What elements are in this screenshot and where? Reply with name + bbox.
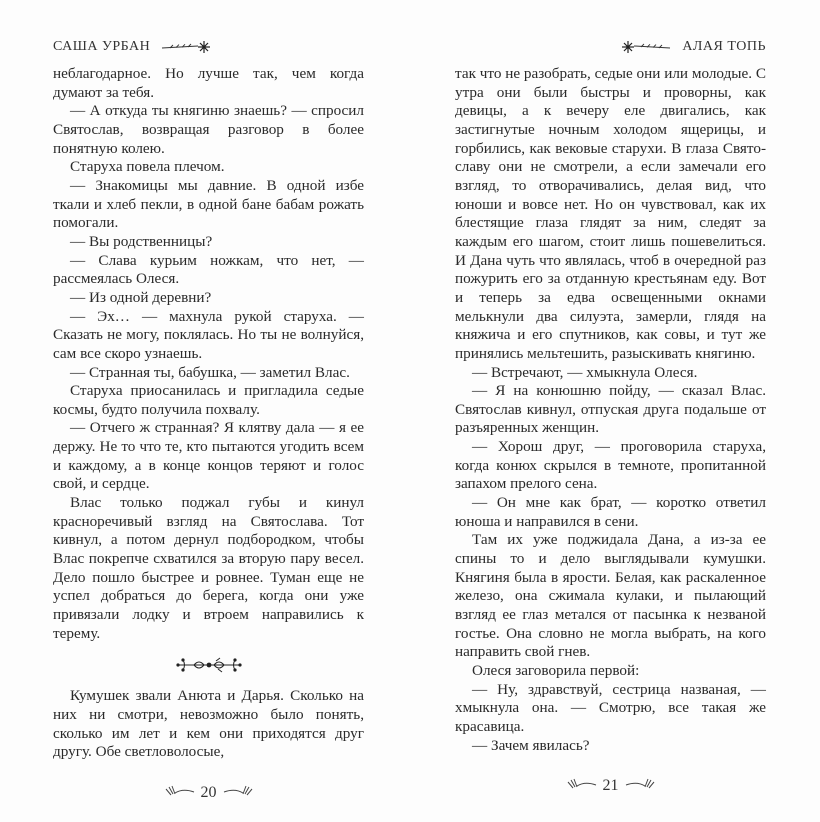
section-break-ornament — [53, 643, 364, 687]
running-head-title — [455, 38, 766, 56]
author-name: САША УРБАН — [53, 39, 151, 54]
paragraph: — Я на конюшню пойду, — сказал Влас. Святослав кивнул, отпуская друга подальше от разъяренных женщин. — [455, 382, 766, 437]
paragraph: Старуха повела плечом. — [70, 158, 225, 176]
right-page-body — [455, 65, 766, 755]
paragraph: — А откуда ты княгиню знаешь? — спросил Святослав, возвращая разговор в более понятную колею. — [53, 102, 364, 157]
sprig-ornament-icon — [160, 40, 212, 54]
paragraph: — Странная ты, бабушка, — заметил Влас. — [70, 363, 350, 381]
paragraph: — Эх… — махнула рукой старуха. — Сказать не могу, поклялась. Но ты не волнуйся, сам все скоро узнаешь. — [53, 307, 364, 362]
page-number-footer — [455, 777, 766, 795]
paragraph: — Отчего ж странная? Я клятву дала — я ее держу. Не то что те, кто пытаются угодить всем и каждому, а в конце концов теряют и голос свой, и сердце. — [53, 419, 364, 493]
book-title: АЛАЯ ТОПЬ — [682, 39, 766, 54]
leaf-ornament-right-icon — [625, 777, 655, 795]
paragraph: — Из одной деревни? — [70, 288, 212, 306]
paragraph: Старуха приосанилась и пригладила седые космы, будто получила похвалу. — [53, 382, 364, 418]
sprig-ornament-icon — [620, 40, 672, 54]
paragraph: Там их уже поджидала Дана, а из-за ее спины то и дело выглядывали кумушки. Княгиня была в ярости. Белая, как раскаленное железо, она сжимала кулаки, и пылающий взгляд ее глаз метался от пасынка к незваной гостье. Она словно не могла выбрать, на кого направить свой гнев. — [455, 531, 766, 661]
paragraph: — Вы родственницы? — [70, 232, 213, 250]
paragraph: — Встречают, — хмыкнула Олеся. — [472, 363, 698, 381]
paragraph: — Знакомицы мы давние. В одной избе ткали и хлеб пекли, в одной бане бабам рожать помогали. — [53, 176, 364, 232]
paragraph: Олеся заговорила первой: — [472, 662, 640, 679]
paragraph: — Слава курьим ножкам, что нет, — рассмеялась Олеся. — [53, 251, 364, 288]
page-number-footer — [53, 784, 364, 802]
paragraph: — Ну, здравствуй, сестрица названая, — хмыкнула она. — Смотрю, все такая же красавица. — [455, 680, 766, 735]
paragraph: Кумушек звали Анюта и Дарья. Сколько на них ни смотри, невозможно было понять, сколько им лет и кем они приходятся друг другу. Обе светловолосые, — [53, 687, 364, 761]
paragraph: так что не разобрать, седые они или молодые. С утра они были быстры и проворны, как девицы, а к вечеру еле двигались, как застигнутые ночным холодом ящерицы, и горбились, как вековые старухи. В глаза Святославу они не смотрели, а если замечали его взгляд, то отворачивались, делая вид, что юноши и вовсе нет. Но он чувствовал, как их блестящие глаза глядят за ним, следят за каждым его шагом, стоит лишь пошевелиться. И Дана чуть что являлась, чтоб в очередной раз пожурить его за отданную крестьянам еду. Вот и теперь за едва освещенными окнами мелькнули два силуэта, замерли, глядя на княжича и его спутников, как совы, и тут же принялись мельтешить, разыскивать княгиню. — [455, 65, 766, 362]
page-number: 20 — [200, 783, 217, 801]
page-number: 21 — [602, 777, 619, 795]
paragraph: Влас только поджал губы и кинул красноречивый взгляд на Святослава. Тот кивнул, а потом дернул подбородком, чтобы Влас покрепче схватился за вторую пару весел. Дело пошло быстрее и ровнее. Туман еще не успел добраться до берега, когда они уже привязали лодку и втроем направились к терему. — [53, 494, 364, 642]
paragraph: — Он мне как брат, — коротко ответил юноша и направился в сени. — [455, 494, 766, 530]
leaf-ornament-left-icon — [165, 784, 195, 802]
left-page-body — [53, 65, 364, 762]
leaf-ornament-right-icon — [223, 784, 253, 802]
paragraph: неблагодарное. Но лучше так, чем когда думают за тебя. — [53, 65, 364, 101]
paragraph: — Зачем явилась? — [472, 736, 590, 754]
leaf-ornament-left-icon — [567, 777, 597, 795]
paragraph: — Хорош друг, — проговорила старуха, когда конюх скрылся в темноте, пропитанной запахом прелого сена. — [455, 438, 766, 493]
running-head-author — [53, 38, 364, 56]
left-page — [53, 0, 364, 822]
floral-divider-icon — [174, 656, 244, 674]
right-page — [455, 0, 766, 815]
